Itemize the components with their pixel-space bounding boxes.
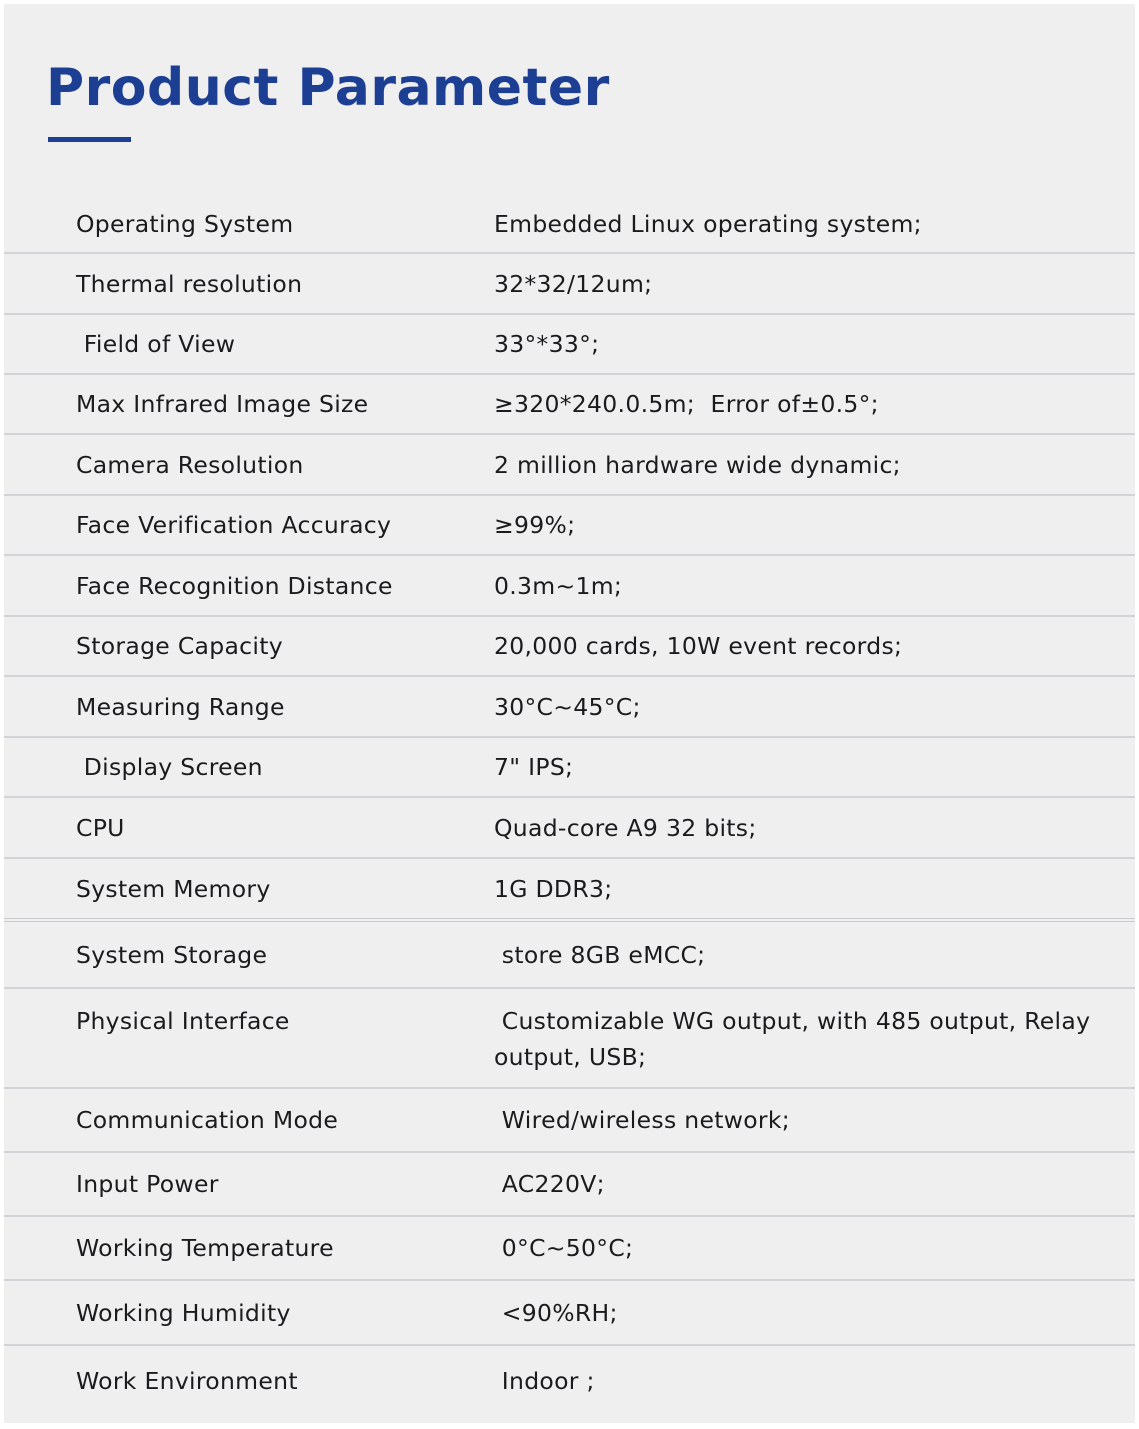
spec-label: System Storage	[76, 940, 268, 969]
spec-label: Thermal resolution	[76, 269, 303, 298]
spec-value: <90%RH;	[494, 1298, 618, 1327]
spec-label: Physical Interface	[76, 1007, 290, 1035]
spec-label: Work Environment	[76, 1367, 298, 1395]
spec-value: Embedded Linux operating system;	[494, 210, 922, 238]
spec-row-face-verification-accuracy	[4, 496, 1135, 556]
spec-value: ≥99%;	[494, 511, 576, 539]
spec-label: Communication Mode	[76, 1106, 339, 1134]
spec-row-working-temperature	[4, 1217, 1135, 1281]
spec-row-thermal-resolution	[4, 254, 1135, 315]
spec-label: Face Verification Accuracy	[76, 511, 392, 539]
spec-label: CPU	[76, 813, 125, 842]
spec-label: Storage Capacity	[76, 632, 283, 660]
spec-row-system-memory	[4, 859, 1135, 922]
spec-row-cpu	[4, 798, 1135, 859]
spec-label: Operating System	[76, 210, 294, 238]
spec-row-physical-interface	[4, 989, 1135, 1089]
spec-value: 0°C~50°C;	[494, 1234, 634, 1262]
spec-label: Working Temperature	[76, 1234, 334, 1262]
spec-row-working-humidity	[4, 1281, 1135, 1346]
spec-value: Indoor ;	[494, 1367, 595, 1395]
spec-value: 0.3m~1m;	[494, 571, 623, 600]
spec-row-camera-resolution	[4, 435, 1135, 496]
spec-label: Input Power	[76, 1170, 219, 1198]
spec-table	[4, 196, 1135, 1416]
spec-row-input-power	[4, 1153, 1135, 1217]
spec-label: Max Infrared Image Size	[76, 390, 369, 418]
spec-value: store 8GB eMCC;	[494, 940, 706, 969]
spec-label: Camera Resolution	[76, 450, 304, 479]
spec-value: Quad-core A9 32 bits;	[494, 813, 757, 842]
spec-row-communication-mode	[4, 1089, 1135, 1153]
spec-value: Wired/wireless network;	[494, 1106, 791, 1134]
spec-row-measuring-range	[4, 677, 1135, 738]
spec-value: 7" IPS;	[494, 753, 574, 781]
spec-value: 33°*33°;	[494, 330, 600, 358]
spec-label: System Memory	[76, 874, 271, 903]
spec-value: 32*32/12um;	[494, 269, 653, 298]
spec-row-face-recognition-distance	[4, 556, 1135, 617]
spec-row-storage-capacity	[4, 617, 1135, 677]
spec-label: Working Humidity	[76, 1298, 291, 1327]
spec-row-display-screen	[4, 738, 1135, 798]
spec-sheet	[4, 4, 1135, 1423]
spec-value: AC220V;	[494, 1170, 605, 1198]
spec-label: Measuring Range	[76, 692, 285, 721]
spec-value: Customizable WG output, with 485 output, Relay output, USB;	[494, 1007, 1099, 1071]
spec-row-operating-system	[4, 196, 1135, 254]
spec-label: Face Recognition Distance	[76, 571, 393, 600]
spec-value: 30°C~45°C;	[494, 692, 641, 721]
title-underline	[48, 137, 131, 142]
spec-row-system-storage	[4, 922, 1135, 989]
spec-value: 1G DDR3;	[494, 874, 613, 903]
spec-value: ≥320*240.0.5m; Error of±0.5°;	[494, 390, 879, 418]
spec-row-max-infrared-image-size	[4, 375, 1135, 435]
spec-row-field-of-view	[4, 315, 1135, 375]
spec-label: Field of View	[76, 330, 236, 358]
spec-value: 2 million hardware wide dynamic;	[494, 450, 901, 479]
spec-row-work-environment	[4, 1346, 1135, 1416]
spec-value: 20,000 cards, 10W event records;	[494, 632, 903, 660]
page-title: Product Parameter	[46, 58, 610, 118]
spec-label: Display Screen	[76, 753, 263, 781]
